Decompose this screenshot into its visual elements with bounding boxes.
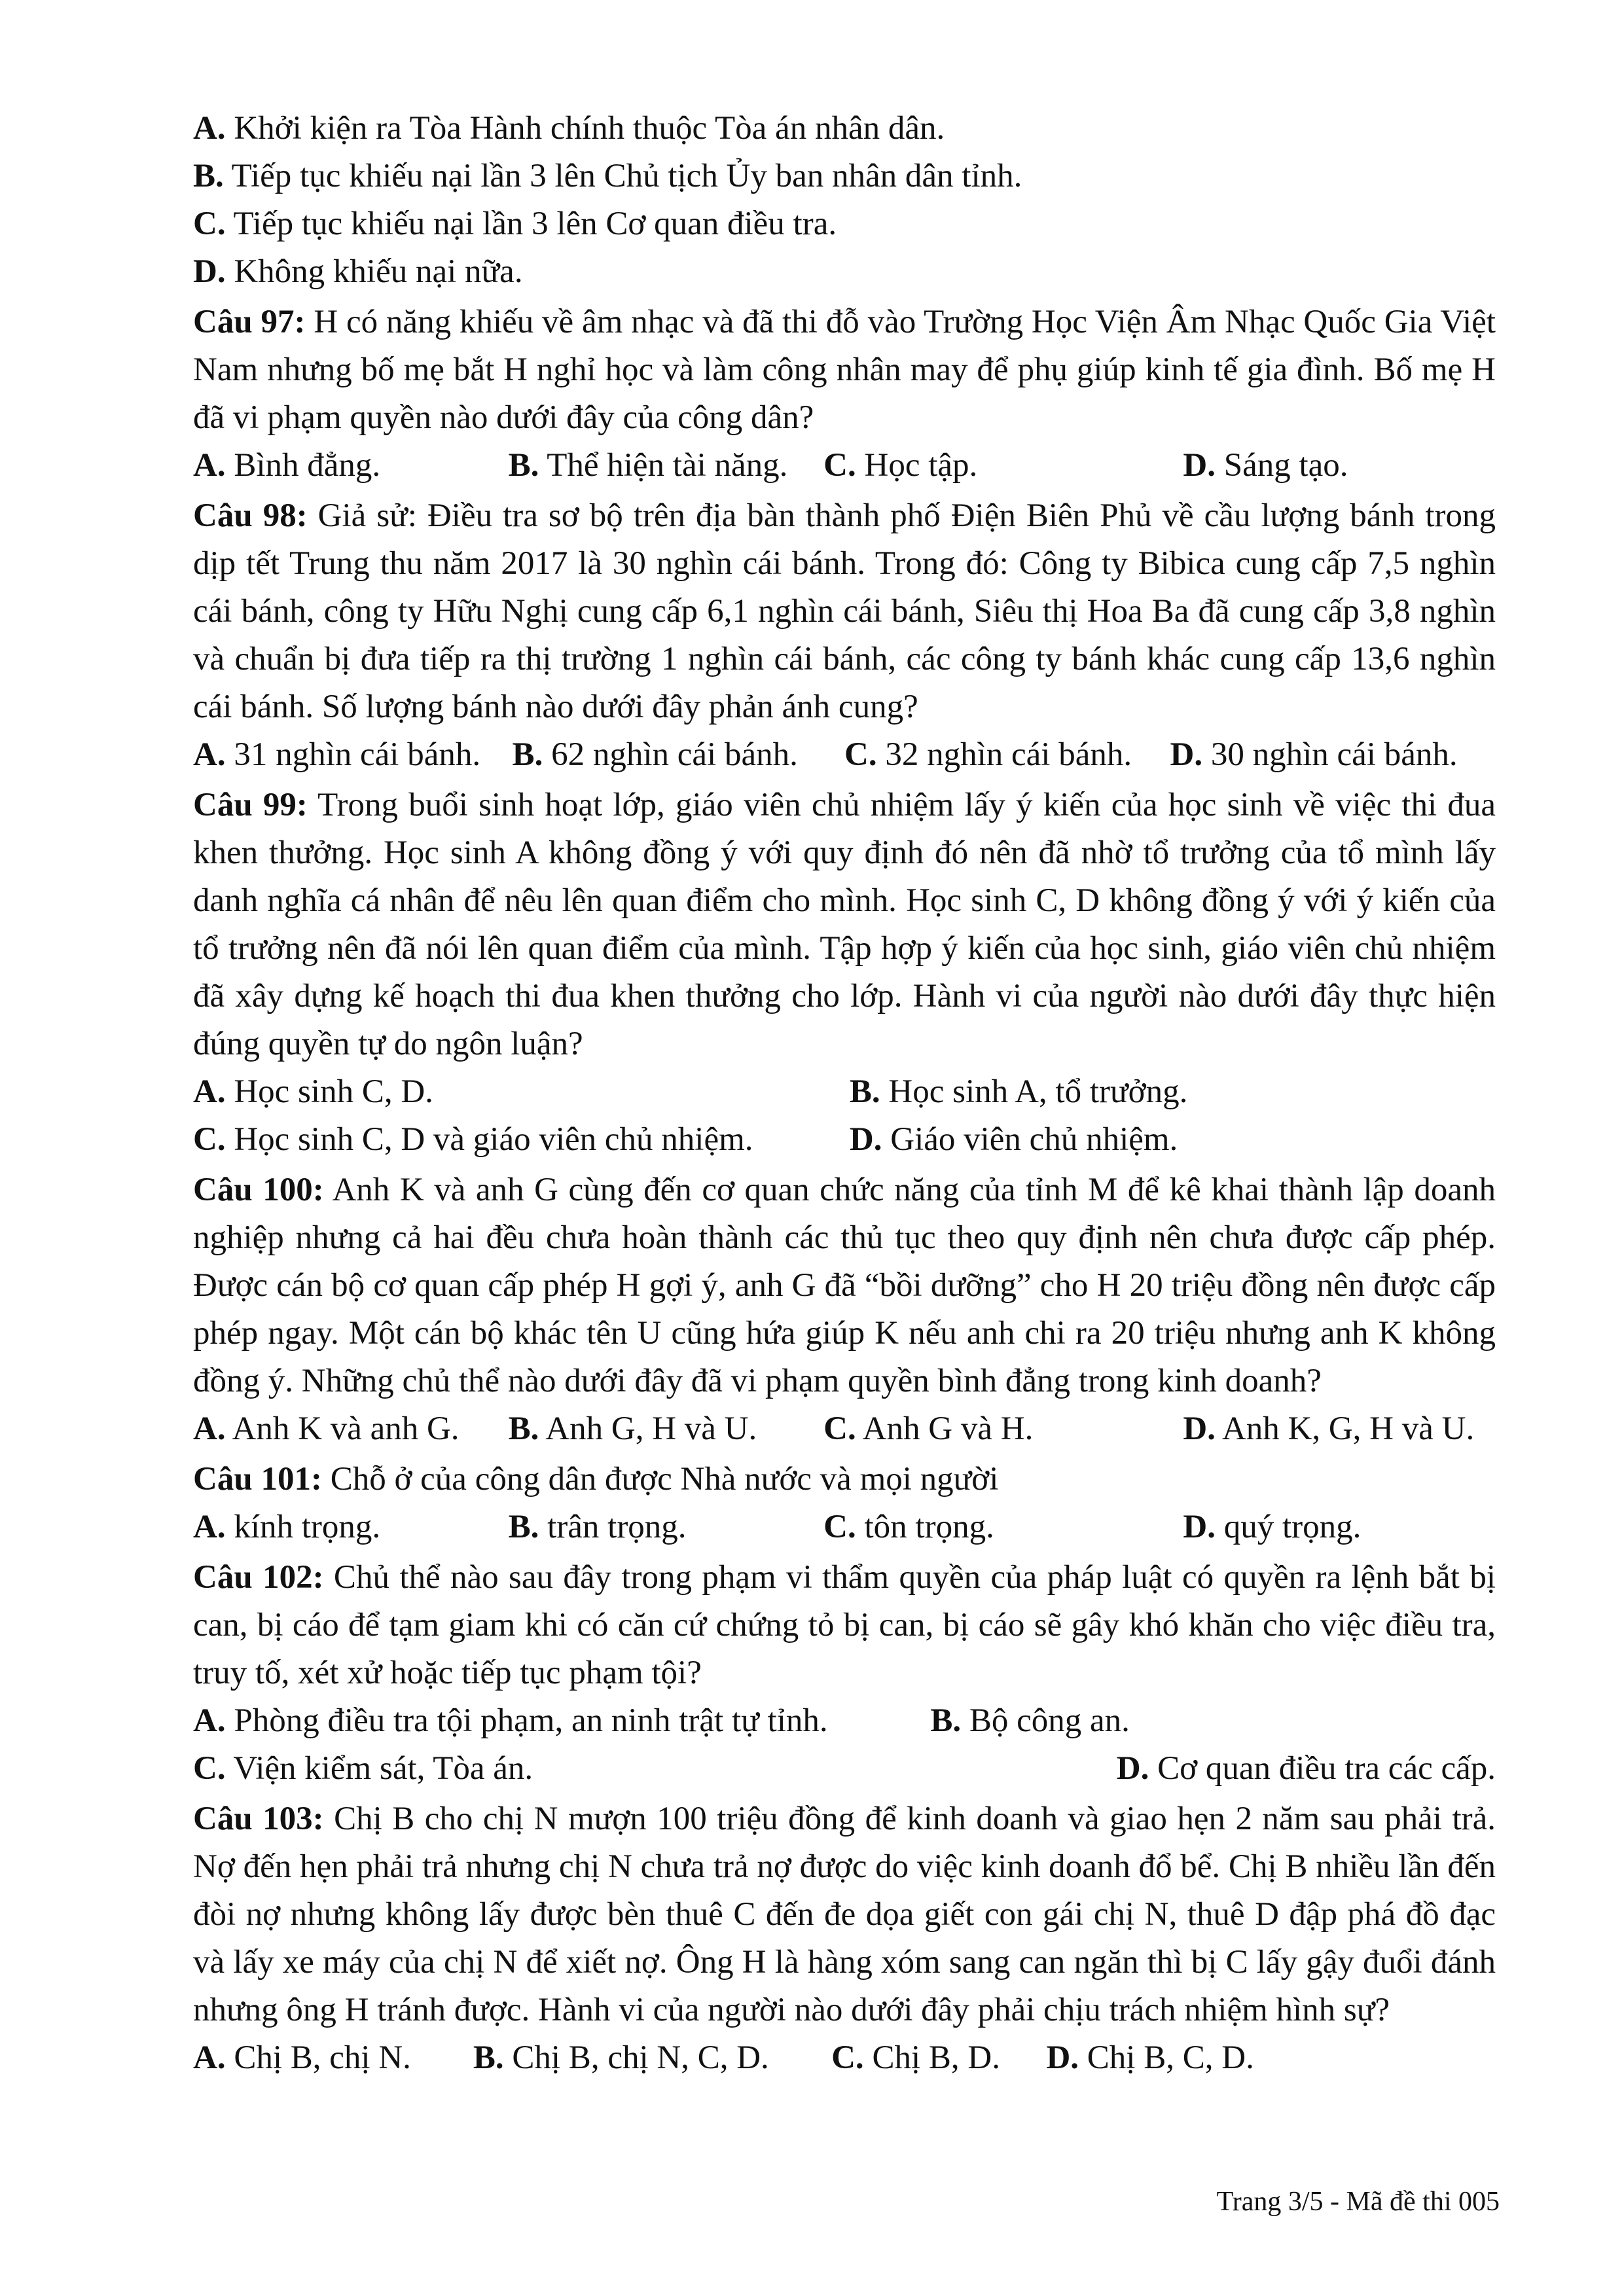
question-102-options-row2: [193, 1745, 1496, 1793]
page-footer: Trang 3/5 - Mã đề thi 005: [1216, 2187, 1500, 2217]
question-101-options: [193, 1503, 1496, 1551]
option-c: C. Chị B, D.: [831, 2039, 1000, 2076]
question-101: Câu 101: Chỗ ở của công dân được Nhà nước và mọi người: [193, 1461, 999, 1498]
option-b: B. Anh G, H và U.: [508, 1410, 757, 1447]
option-d: D. Anh K, G, H và U.: [1183, 1410, 1475, 1447]
question-100: Câu 100: Anh K và anh G cùng đến cơ quan chức năng của tỉnh M để kê khai thành lập doanh nghiệp nhưng cả hai đều chưa hoàn thành các thủ tục theo quy định nên chưa được cấp phép. Được cán bộ cơ quan cấp phép H gợi ý, anh G đã “bồi dưỡng” cho H 20 triệu đồng nên được cấp phép ngay. Một cán bộ khác tên U cũng hứa giúp K nếu anh chi ra 20 triệu nhưng anh K không đồng ý. Những chủ thể nào dưới đây đã vi phạm quyền bình đẳng trong kinh doanh?: [193, 1172, 1496, 1399]
option-c: C. Học sinh C, D và giáo viên chủ nhiệm.: [193, 1121, 753, 1158]
option-c: C. Viện kiểm sát, Tòa án.: [193, 1750, 533, 1787]
option-a: A. Anh K và anh G.: [193, 1410, 460, 1447]
question-97-options: [193, 442, 1496, 490]
question-103: Câu 103: Chị B cho chị N mượn 100 triệu đồng để kinh doanh và giao hẹn 2 năm sau phải trả. Nợ đến hẹn phải trả nhưng chị N chưa trả nợ được do việc kinh doanh đổ bể. Chị B nhiều lần đến đòi nợ nhưng không lấy được bèn thuê C đến đe dọa giết con gái chị N, thuê D đập phá đồ đạc và lấy xe máy của chị N để xiết nợ. Ông H là hàng xóm sang can ngăn thì bị C lấy gậy đuổi đánh nhưng ông H tránh được. Hành vi của người nào dưới đây phải chịu trách nhiệm hình sự?: [193, 1801, 1496, 2028]
option-a: A. kính trọng.: [193, 1509, 381, 1545]
option-b: B. Bộ công an.: [930, 1702, 1130, 1739]
question-97: Câu 97: H có năng khiếu về âm nhạc và đã thi đỗ vào Trường Học Viện Âm Nhạc Quốc Gia Việt Nam nhưng bố mẹ bắt H nghỉ học và làm công nhân may để phụ giúp kinh tế gia đình. Bố mẹ H đã vi phạm quyền nào dưới đây của công dân?: [193, 304, 1496, 436]
option-d: D. Chị B, C, D.: [1046, 2039, 1254, 2076]
question-99: Câu 99: Trong buổi sinh hoạt lớp, giáo viên chủ nhiệm lấy ý kiến của học sinh về việc thi đua khen thưởng. Học sinh A không đồng ý với quy định đó nên đã nhờ tổ trưởng của tổ mình lấy danh nghĩa cá nhân để nêu lên quan điểm cho mình. Học sinh C, D không đồng ý với ý kiến của tổ trưởng nên đã nói lên quan điểm của mình. Tập hợp ý kiến của học sinh, giáo viên chủ nhiệm đã xây dựng kế hoạch thi đua khen thưởng cho lớp. Hành vi của người nào dưới đây thực hiện đúng quyền tự do ngôn luận?: [193, 787, 1496, 1062]
option-b: B. Tiếp tục khiếu nại lần 3 lên Chủ tịch Ủy ban nhân dân tỉnh.: [193, 158, 1022, 194]
exam-page: [193, 105, 1496, 2082]
option-a: A. 31 nghìn cái bánh.: [193, 736, 481, 773]
option-d: D. Sáng tạo.: [1183, 447, 1348, 484]
option-c: C. 32 nghìn cái bánh.: [844, 736, 1132, 773]
option-a: A. Bình đẳng.: [193, 447, 381, 484]
option-a: A. Khởi kiện ra Tòa Hành chính thuộc Tòa án nhân dân.: [193, 110, 945, 147]
option-d: D. Giáo viên chủ nhiệm.: [849, 1121, 1178, 1158]
option-a: A. Học sinh C, D.: [193, 1073, 433, 1110]
option-c: C. Học tập.: [823, 447, 978, 484]
question-103-options: [193, 2034, 1496, 2082]
question-98: Câu 98: Giả sử: Điều tra sơ bộ trên địa bàn thành phố Điện Biên Phủ về cầu lượng bánh trong dịp tết Trung thu năm 2017 là 30 nghìn cái bánh. Trong đó: Công ty Bibica cung cấp 7,5 nghìn cái bánh, công ty Hữu Nghị cung cấp 6,1 nghìn cái bánh, Siêu thị Hoa Ba đã cung cấp 3,8 nghìn và chuẩn bị đưa tiếp ra thị trường 1 nghìn cái bánh, các công ty bánh khác cung cấp 13,6 nghìn cái bánh. Số lượng bánh nào dưới đây phản ánh cung?: [193, 497, 1496, 725]
option-b: B. Chị B, chị N, C, D.: [473, 2039, 769, 2076]
option-c: C. tôn trọng.: [823, 1509, 994, 1545]
option-d: D. quý trọng.: [1183, 1509, 1362, 1545]
option-a: A. Chị B, chị N.: [193, 2039, 411, 2076]
question-102-options-row1: [193, 1697, 1496, 1745]
question-100-options: [193, 1405, 1496, 1453]
option-c: C. Tiếp tục khiếu nại lần 3 lên Cơ quan điều tra.: [193, 206, 837, 242]
option-b: B. Thể hiện tài năng.: [508, 447, 788, 484]
question-99-options-row1: [193, 1068, 1496, 1116]
option-d: D. Cơ quan điều tra các cấp.: [1116, 1750, 1496, 1787]
option-b: B. trân trọng.: [508, 1509, 687, 1545]
question-99-options-row2: [193, 1116, 1496, 1164]
option-a: A. Phòng điều tra tội phạm, an ninh trật tự tỉnh.: [193, 1702, 828, 1739]
option-d: D. 30 nghìn cái bánh.: [1170, 736, 1458, 773]
option-b: B. Học sinh A, tổ trưởng.: [849, 1073, 1188, 1110]
option-c: C. Anh G và H.: [823, 1410, 1034, 1447]
option-b: B. 62 nghìn cái bánh.: [512, 736, 798, 773]
question-98-options: [193, 731, 1496, 779]
question-102: Câu 102: Chủ thể nào sau đây trong phạm vi thẩm quyền của pháp luật có quyền ra lệnh bắt bị can, bị cáo để tạm giam khi có căn cứ chứng tỏ bị can, bị cáo sẽ gây khó khăn cho việc điều tra, truy tố, xét xử hoặc tiếp tục phạm tội?: [193, 1559, 1496, 1691]
top-options: [193, 105, 1496, 296]
option-d: D. Không khiếu nại nữa.: [193, 253, 523, 290]
